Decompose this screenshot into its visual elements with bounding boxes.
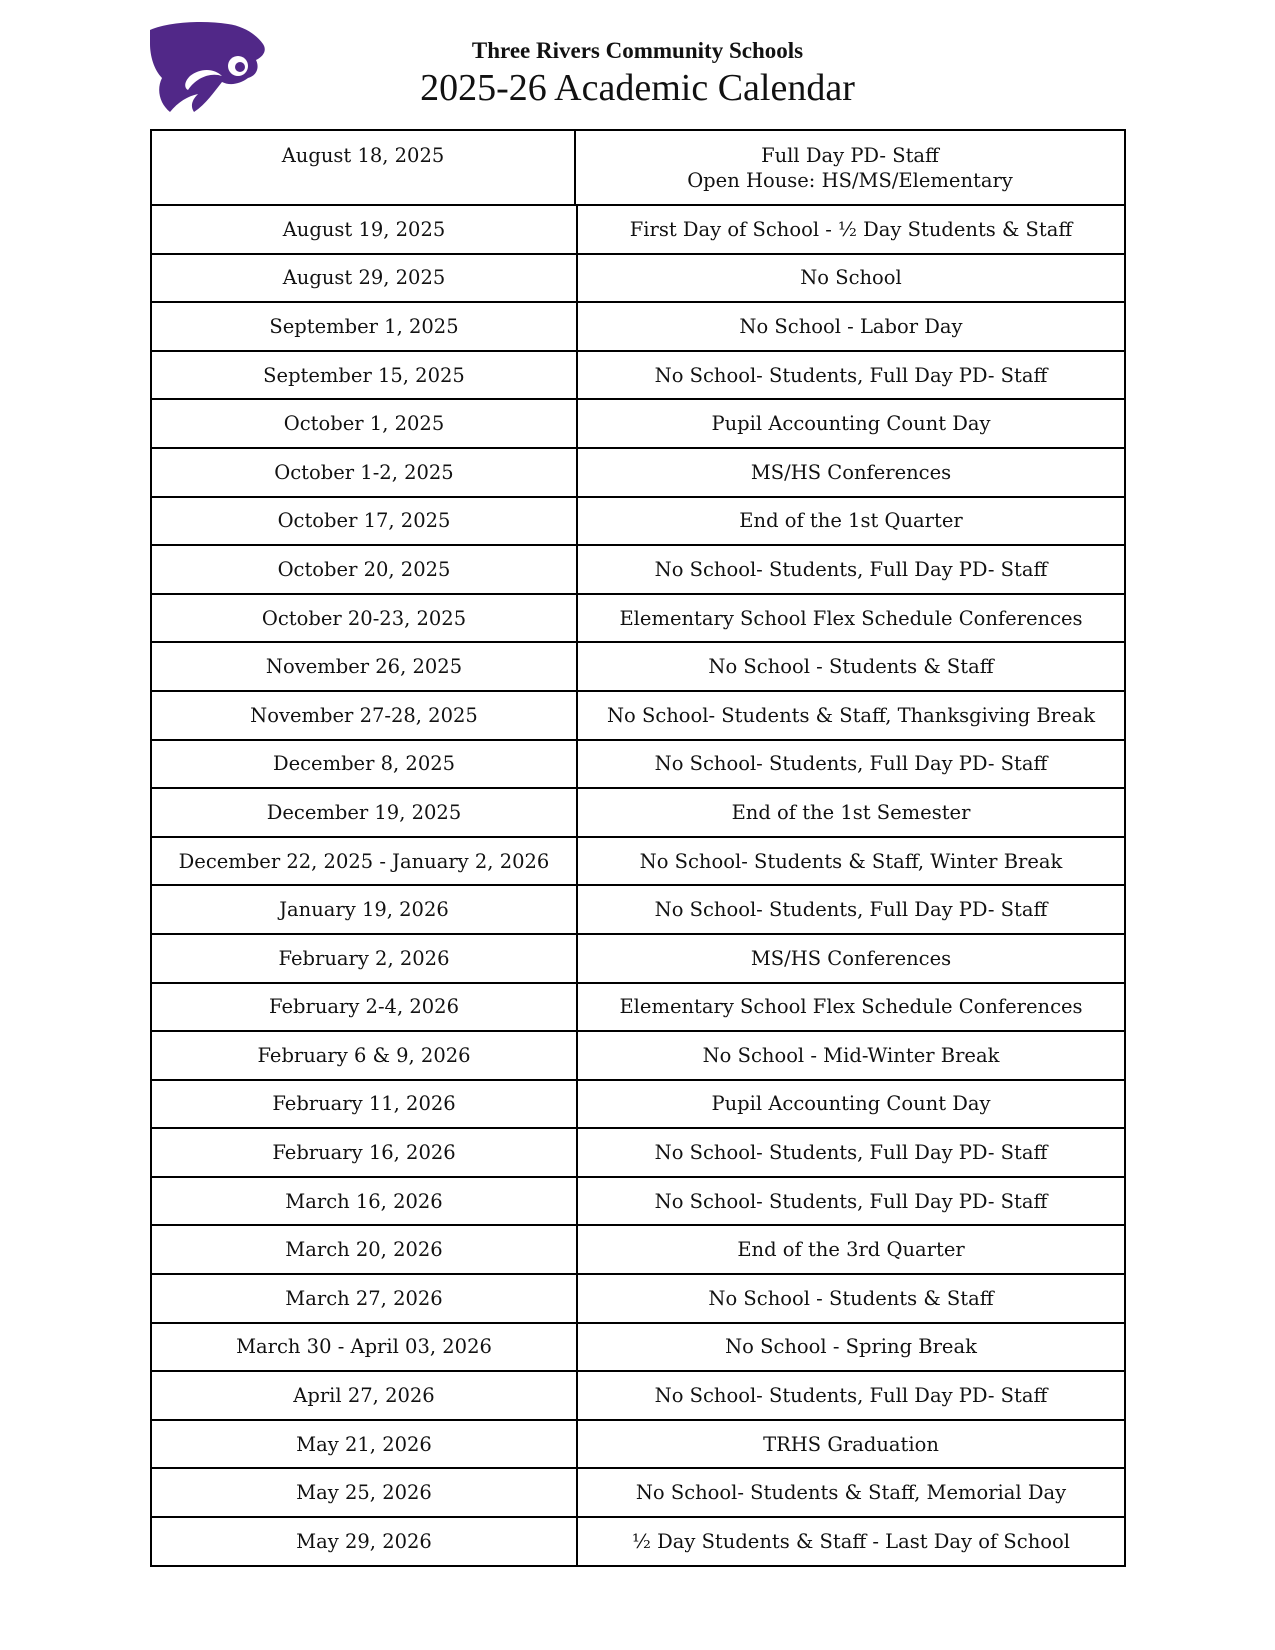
event-cell: TRHS Graduation bbox=[763, 1432, 939, 1456]
date-cell: October 17, 2025 bbox=[152, 498, 578, 545]
calendar-row bbox=[152, 787, 1124, 836]
date-cell: March 20, 2026 bbox=[152, 1226, 578, 1273]
date-cell: October 1-2, 2025 bbox=[152, 449, 578, 496]
calendar-row bbox=[152, 301, 1124, 350]
calendar-row bbox=[152, 1079, 1124, 1128]
calendar-row bbox=[152, 1370, 1124, 1419]
calendar-row bbox=[152, 1467, 1124, 1516]
calendar-table bbox=[150, 129, 1126, 1567]
event-cell: MS/HS Conferences bbox=[750, 460, 952, 484]
calendar-row bbox=[152, 690, 1124, 739]
event-cell: No School- Students, Full Day PD- Staff bbox=[654, 1384, 1048, 1408]
event-cell: MS/HS Conferences bbox=[750, 946, 952, 970]
date-cell: December 19, 2025 bbox=[152, 789, 578, 836]
date-cell: May 29, 2026 bbox=[152, 1518, 578, 1565]
calendar-row bbox=[152, 1127, 1124, 1176]
event-cell: No School- Students, Full Day PD- Staff bbox=[654, 363, 1048, 387]
calendar-row bbox=[152, 350, 1124, 399]
date-cell: January 19, 2026 bbox=[152, 886, 578, 933]
event-cell: No School- Students & Staff, Thanksgiving Break bbox=[606, 703, 1096, 727]
event-cell: No School - Mid-Winter Break bbox=[702, 1043, 1000, 1067]
calendar-row bbox=[152, 982, 1124, 1031]
event-cell: No School - Students & Staff bbox=[708, 655, 994, 679]
date-cell: March 16, 2026 bbox=[152, 1178, 578, 1225]
date-cell: February 16, 2026 bbox=[152, 1129, 578, 1176]
date-cell: May 25, 2026 bbox=[152, 1469, 578, 1516]
calendar-row bbox=[152, 1322, 1124, 1371]
calendar-row bbox=[152, 593, 1124, 642]
calendar-row bbox=[152, 641, 1124, 690]
event-cell: No School - Students & Staff bbox=[708, 1286, 994, 1310]
date-cell: December 8, 2025 bbox=[152, 741, 578, 788]
event-cell: Full Day PD- Staff Open House: HS/MS/Elementary bbox=[687, 144, 1013, 192]
event-cell: No School- Students, Full Day PD- Staff bbox=[654, 557, 1048, 581]
school-name: Three Rivers Community Schools bbox=[471, 38, 804, 63]
date-cell: February 2, 2026 bbox=[152, 935, 578, 982]
event-cell: No School - Spring Break bbox=[725, 1335, 977, 1359]
event-cell: First Day of School - ½ Day Students & Staff bbox=[629, 217, 1073, 241]
event-cell: No School- Students, Full Day PD- Staff bbox=[654, 1189, 1048, 1213]
event-cell: Elementary School Flex Schedule Conferences bbox=[619, 995, 1083, 1019]
event-cell: No School - Labor Day bbox=[739, 314, 963, 338]
event-cell: No School- Students & Staff, Winter Break bbox=[639, 849, 1063, 873]
calendar-row bbox=[152, 1419, 1124, 1468]
calendar-row bbox=[152, 1516, 1124, 1565]
event-cell: No School- Students, Full Day PD- Staff bbox=[654, 752, 1048, 776]
date-cell: August 19, 2025 bbox=[152, 206, 578, 253]
calendar-row bbox=[152, 1273, 1124, 1322]
calendar-row bbox=[152, 739, 1124, 788]
date-cell: April 27, 2026 bbox=[152, 1372, 578, 1419]
page-title: 2025-26 Academic Calendar bbox=[420, 67, 855, 109]
calendar-row bbox=[152, 447, 1124, 496]
event-cell: No School bbox=[800, 266, 902, 290]
event-cell: End of the 1st Semester bbox=[731, 800, 971, 824]
date-cell: February 2-4, 2026 bbox=[152, 984, 578, 1031]
date-cell: November 27-28, 2025 bbox=[152, 692, 578, 739]
date-cell: December 22, 2025 - January 2, 2026 bbox=[152, 838, 578, 885]
event-cell: Pupil Accounting Count Day bbox=[711, 412, 991, 436]
date-cell: February 6 & 9, 2026 bbox=[152, 1032, 578, 1079]
calendar-row bbox=[152, 398, 1124, 447]
event-cell: End of the 3rd Quarter bbox=[737, 1238, 965, 1262]
event-cell: No School- Students, Full Day PD- Staff bbox=[654, 1141, 1048, 1165]
date-cell: October 1, 2025 bbox=[152, 400, 578, 447]
date-cell: September 1, 2025 bbox=[152, 303, 578, 350]
calendar-row bbox=[152, 544, 1124, 593]
calendar-row bbox=[152, 204, 1124, 253]
calendar-row bbox=[152, 1030, 1124, 1079]
calendar-row bbox=[152, 496, 1124, 545]
date-cell: May 21, 2026 bbox=[152, 1421, 578, 1468]
event-cell: No School- Students & Staff, Memorial Day bbox=[635, 1481, 1067, 1505]
event-cell: Pupil Accounting Count Day bbox=[711, 1092, 991, 1116]
event-cell: No School- Students, Full Day PD- Staff bbox=[654, 898, 1048, 922]
date-cell: August 29, 2025 bbox=[152, 255, 578, 302]
date-cell: February 11, 2026 bbox=[152, 1081, 578, 1128]
date-cell: October 20, 2025 bbox=[152, 546, 578, 593]
date-cell: March 30 - April 03, 2026 bbox=[152, 1324, 578, 1371]
calendar-row bbox=[152, 1224, 1124, 1273]
calendar-row bbox=[152, 884, 1124, 933]
date-cell: October 20-23, 2025 bbox=[152, 595, 578, 642]
calendar-row bbox=[152, 131, 1124, 204]
event-cell: End of the 1st Quarter bbox=[739, 509, 963, 533]
calendar-row bbox=[152, 933, 1124, 982]
calendar-row bbox=[152, 253, 1124, 302]
event-cell: ½ Day Students & Staff - Last Day of School bbox=[632, 1529, 1070, 1553]
calendar-row bbox=[152, 1176, 1124, 1225]
date-cell: March 27, 2026 bbox=[152, 1275, 578, 1322]
date-cell: August 18, 2025 bbox=[152, 131, 576, 204]
calendar-row bbox=[152, 836, 1124, 885]
event-cell: Elementary School Flex Schedule Conferences bbox=[619, 606, 1083, 630]
date-cell: November 26, 2025 bbox=[152, 643, 578, 690]
date-cell: September 15, 2025 bbox=[152, 352, 578, 399]
